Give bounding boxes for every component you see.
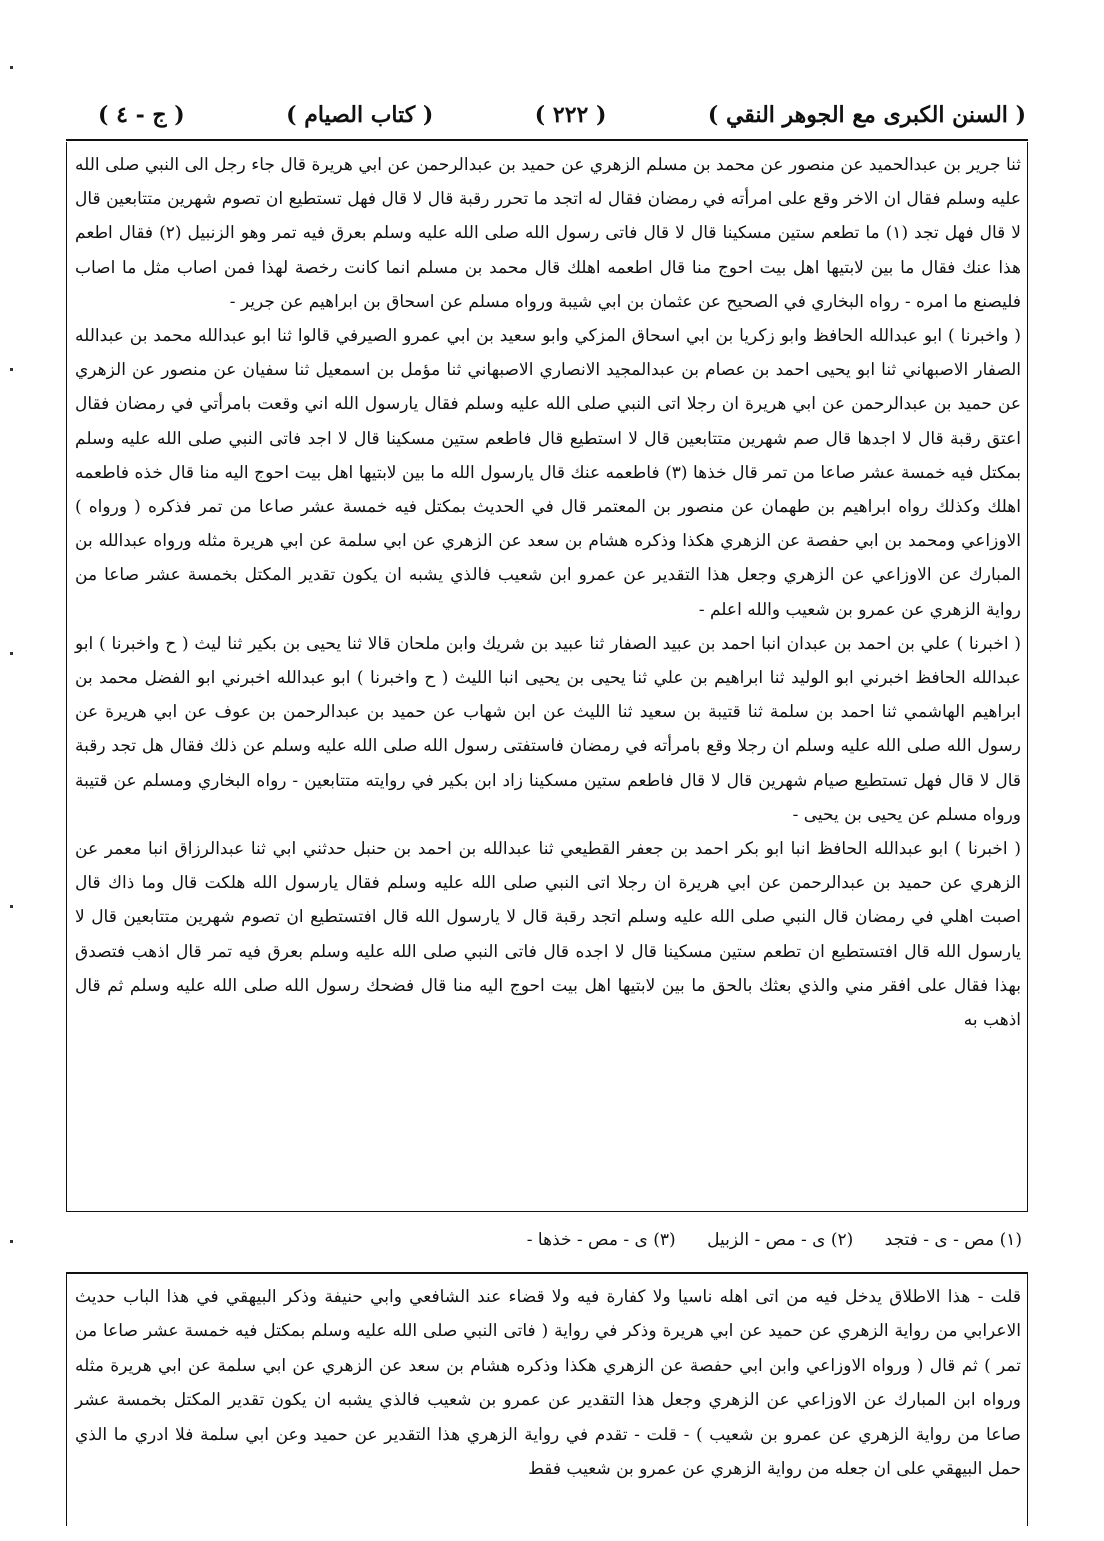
footnote-rule (66, 1211, 1028, 1212)
header-volume: ( ج - ٤ ) (98, 102, 185, 128)
footnote-item: (٣) ى - مص - خذها - (526, 1230, 676, 1250)
margin-mark (10, 1240, 13, 1243)
hadith-paragraph: ثنا جرير بن عبدالحميد عن منصور عن محمد بن مسلم الزهري عن حميد بن عبدالرحمن عن ابي هريرة قال جاء رجل الى النبي صلى الله عليه وسلم فقال ان الاخر وقع على امرأته في رمضان فقال له اتجد ما تحرر رقبة قال لا قال فهل تستطيع ان تصوم شهرين متتابعين قال لا قال فهل تجد (١) ما تطعم ستين مسكينا قال لا قال فاتى رسول الله صلى الله عليه وسلم بعرق فيه تمر وهو الزنبيل (٢) فقال اطعم هذا عنك فقال ما بين لابتيها اهل بيت احوج منا قال اطعمه اهلك قال محمد بن مسلم انما كانت رخصة لهذا فمن اصاب مثل ما اصاب فليصنع ما امره - رواه البخاري في الصحيح عن عثمان بن ابي شيبة ورواه مسلم عن اسحاق بن ابراهيم عن جرير - (75, 155, 1021, 312)
margin-mark (10, 652, 13, 655)
footnote-item: (٢) ى - مص - الزبيل (707, 1230, 854, 1250)
page-header (98, 96, 1026, 134)
header-page-number: ( ٢٢٢ ) (534, 102, 607, 128)
main-text-frame (66, 142, 1028, 1211)
footnote-item: (١) مص - ى - فتجد (884, 1230, 1022, 1250)
main-text (75, 148, 1021, 1037)
hadith-paragraph: ( اخبرنا ) ابو عبدالله الحافظ انبا ابو بكر احمد بن جعفر القطيعي ثنا عبدالله بن احمد بن حنبل حدثني ابي ثنا عبدالرزاق انبا معمر عن الزهري عن حميد بن عبدالرحمن عن ابي هريرة ان رجلا اتى النبي صلى الله عليه وسلم فقال يارسول الله هلكت قال وما ذاك قال اصبت اهلي في رمضان قال النبي صلى الله عليه وسلم اتجد رقبة قال لا يارسول الله قال افتستطيع ان تصوم شهرين متتابعين قال لا يارسول الله قال افتستطيع ان تطعم ستين مسكينا قال لا اجده قال فاتى النبي صلى الله عليه وسلم بعرق فيه تمر قال اذهب فتصدق بهذا فقال على افقر مني والذي بعثك بالحق ما بين لابتيها اهل بيت احوج اليه منا قال فضحك رسول الله صلى الله عليه وسلم ثم قال اذهب به (75, 839, 1021, 1031)
margin-mark (10, 66, 13, 69)
footnotes (501, 1230, 1022, 1250)
commentary-text: قلت - هذا الاطلاق يدخل فيه من اتى اهله ناسيا ولا كفارة فيه ولا قضاء عند الشافعي وابي حنيفة وذكر البيهقي في هذا الباب حديث الاعرابي من رواية الزهري عن حميد عن ابي هريرة وذكر في رواية ( فاتى النبي صلى الله عليه وسلم بمكتل فيه خمسة عشر صاعا من تمر ) ثم قال ( ورواه الاوزاعي وابن ابي حفصة عن الزهري هكذا وذكره هشام بن سعد عن الزهري عن ابي سلمة عن ابي هريرة مثله ورواه ابن المبارك عن الاوزاعي عن الزهري وجعل هذا التقدير عن عمرو بن شعيب فالذي يشبه ان يكون تقدير المكتل بخمسة عشر صاعا من رواية الزهري عن عمرو بن شعيب ) - قلت - تقدم في رواية الزهري هذا التقدير عن حميد وعن ابي سلمة فلا ادري ما الذي حمل البيهقي على ان جعله من رواية الزهري عن عمرو بن شعيب فقط (75, 1287, 1021, 1480)
hadith-paragraph: ( واخبرنا ) ابو عبدالله الحافظ وابو زكريا بن ابي اسحاق المزكي وابو سعيد بن ابي عمرو الصيرفي قالوا ثنا ابو عبدالله محمد بن عبدالله الصفار الاصبهاني ثنا ابو يحيى احمد بن عصام بن عبدالمجيد الانصاري الاصبهاني ثنا مؤمل بن اسمعيل ثنا سفيان عن منصور عن الزهري عن حميد بن عبدالرحمن عن ابي هريرة ان رجلا اتى النبي صلى الله عليه وسلم فقال يارسول الله اني وقعت بامرأتي في رمضان فقال اعتق رقبة قال لا اجدها قال صم شهرين متتابعين قال لا استطيع قال فاطعم ستين مسكينا قال لا اجد فاتى النبي صلى الله عليه وسلم بمكتل فيه خمسة عشر صاعا من تمر قال خذها (٣) فاطعمه عنك قال يارسول الله ما بين لابتيها اهل بيت احوج اليه منا قال خذه فاطعمه اهلك وكذلك رواه ابراهيم بن طهمان عن منصور بن المعتمر قال في الحديث بمكتل فيه خمسة عشر صاعا من تمر فذكره ( ورواه ) الاوزاعي ومحمد بن ابي حفصة عن الزهري هكذا وذكره هشام بن سعد عن الزهري عن ابي سلمة عن ابي هريرة مثله ورواه عبدالله بن المبارك عن الاوزاعي عن الزهري وجعل هذا التقدير عن عمرو ابن شعيب فالذي يشبه ان يكون تقدير المكتل بخمسة عشر صاعا من رواية الزهري عن عمرو بن شعيب والله اعلم - (75, 326, 1021, 620)
header-book: ( كتاب الصيام ) (286, 102, 434, 128)
margin-mark (10, 368, 13, 371)
hadith-paragraph: ( اخبرنا ) علي بن احمد بن عبدان انبا احمد بن عبيد الصفار ثنا عبيد بن شريك وابن ملحان قالا ثنا يحيى بن بكير ثنا ليث ( ح واخبرنا ) ابو عبدالله الحافظ اخبرني ابو الوليد ثنا ابراهيم بن علي ثنا يحيى بن يحيى انبا الليث ( ح واخبرنا ) ابو عبدالله اخبرني ابو الفضل محمد بن ابراهيم الهاشمي ثنا احمد بن سلمة ثنا قتيبة بن سعيد ثنا الليث عن ابن شهاب عن حميد بن عبدالرحمن بن عوف عن ابي هريرة عن رسول الله صلى الله عليه وسلم ان رجلا وقع بامرأته في رمضان فاستفتى رسول الله صلى الله عليه وسلم عن ذلك فقال هل تجد رقبة قال لا قال فهل تستطيع صيام شهرين قال لا قال فاطعم ستين مسكينا زاد ابن بكير في روايته متتابعين - رواه البخاري ومسلم عن قتيبة ورواه مسلم عن يحيى بن يحيى - (75, 633, 1021, 825)
header-title: ( السنن الكبرى مع الجوهر النقي ) (707, 102, 1026, 128)
header-rule (66, 139, 1028, 141)
margin-mark (10, 905, 13, 908)
commentary-frame (66, 1274, 1028, 1526)
